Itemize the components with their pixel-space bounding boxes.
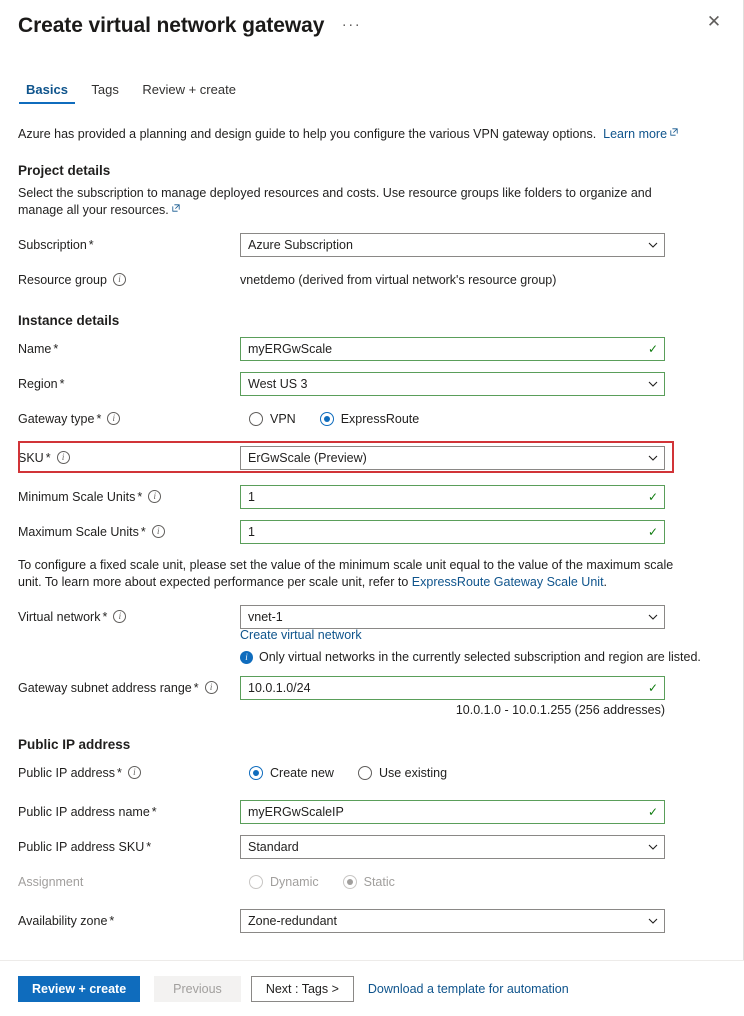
max-scale-units-value: 1: [248, 524, 255, 539]
radio-public-ip-create-new[interactable]: [249, 766, 334, 780]
required-asterisk: *: [88, 237, 94, 252]
radio-label: ExpressRoute: [340, 411, 420, 426]
public-ip-radio-group: [240, 766, 447, 780]
radio-label: Use existing: [378, 765, 448, 780]
resource-group-label-text: Resource group: [18, 272, 107, 287]
sku-label-text: SKU: [18, 450, 44, 465]
download-template-link[interactable]: Download a template for automation: [367, 981, 569, 996]
gateway-subnet-note: 10.0.1.0 - 10.0.1.255 (256 addresses): [455, 703, 665, 717]
intro-label: Azure has provided a planning and design guide to help you configure the various VPN gateway options.: [18, 127, 597, 141]
gateway-type-radio-group: [240, 412, 419, 426]
region-value: West US 3: [248, 376, 308, 391]
gateway-type-label: [18, 412, 240, 426]
blade-header: [0, 0, 744, 56]
max-scale-units-label: [18, 525, 240, 539]
public-ip-sku-label-text: Public IP address SKU: [18, 839, 145, 854]
tab-tags[interactable]: Tags: [91, 82, 119, 97]
info-icon-resource-group[interactable]: i: [113, 273, 126, 286]
public-ip-sku-label: [18, 840, 240, 854]
required-asterisk: *: [193, 680, 199, 695]
spacer: [18, 628, 240, 642]
availability-zone-label-text: Availability zone: [18, 913, 108, 928]
required-asterisk: *: [151, 804, 157, 819]
name-row: [18, 335, 726, 362]
valid-check-icon: ✓: [647, 489, 658, 504]
name-input[interactable]: [240, 337, 665, 361]
required-asterisk: *: [117, 765, 122, 780]
create-virtual-network-wrap: [240, 628, 362, 642]
vnet-info-line: [18, 650, 726, 664]
chevron-down-icon: [648, 842, 658, 852]
info-icon-filled: i: [240, 651, 253, 664]
required-asterisk: *: [45, 450, 51, 465]
assignment-radio-group: [240, 875, 395, 889]
assignment-label: [18, 875, 240, 889]
learn-more-link[interactable]: Learn more: [603, 127, 668, 141]
scale-unit-note: [18, 557, 678, 591]
subscription-label: [18, 238, 240, 252]
project-details-heading: Project details: [18, 163, 111, 178]
availability-zone-row: [18, 907, 726, 934]
scale-note-line1: To configure a fixed scale unit, please set the value of the minimum scale unit equal to the value of the maximum scale unit.: [18, 558, 674, 589]
close-icon[interactable]: ✕: [706, 12, 722, 31]
info-icon-max-scale-units[interactable]: i: [152, 525, 165, 538]
info-icon-gateway-subnet[interactable]: i: [205, 681, 218, 694]
sku-label: [18, 451, 240, 465]
blade-footer: [0, 960, 744, 1016]
scale-note-period: .: [603, 575, 608, 589]
assignment-row: [18, 868, 726, 895]
expressroute-gateway-scale-unit-link[interactable]: ExpressRoute Gateway Scale Unit: [411, 575, 604, 589]
max-scale-units-input[interactable]: [240, 520, 665, 544]
resource-group-label: [18, 273, 240, 287]
availability-zone-value: Zone-redundant: [248, 913, 337, 928]
info-icon-virtual-network[interactable]: i: [113, 610, 126, 623]
blade-tabs: [0, 82, 744, 112]
valid-check-icon: ✓: [647, 804, 658, 819]
availability-zone-select[interactable]: [240, 909, 665, 933]
previous-button: Previous: [154, 976, 241, 1002]
valid-check-icon: ✓: [647, 341, 658, 356]
max-scale-units-label-text: Maximum Scale Units: [18, 524, 139, 539]
radio-gateway-type-vpn[interactable]: [249, 412, 296, 426]
radio-label: Dynamic: [270, 874, 319, 889]
required-asterisk: *: [137, 489, 143, 504]
virtual-network-label: [18, 610, 240, 624]
public-ip-name-row: [18, 798, 726, 825]
required-asterisk: *: [146, 839, 152, 854]
virtual-network-label-text: Virtual network: [18, 609, 101, 624]
required-asterisk: *: [102, 609, 108, 624]
gateway-subnet-note-row: [18, 703, 726, 717]
intro-text: [18, 126, 726, 143]
info-icon-sku[interactable]: i: [57, 451, 70, 464]
public-ip-name-label-text: Public IP address name: [18, 804, 150, 819]
chevron-down-icon: [648, 379, 658, 389]
radio-dot-icon: [249, 412, 263, 426]
radio-assignment-dynamic: [249, 875, 319, 889]
chevron-down-icon: [648, 916, 658, 926]
info-icon-min-scale-units[interactable]: i: [148, 490, 161, 503]
resource-group-value: vnetdemo (derived from virtual network's resource group): [240, 272, 557, 287]
required-asterisk: *: [53, 341, 59, 356]
project-details-help: [18, 185, 673, 219]
gateway-subnet-label: [18, 681, 240, 695]
next-tags-button[interactable]: Next : Tags >: [251, 976, 354, 1002]
subscription-select[interactable]: [240, 233, 665, 257]
availability-zone-label: [18, 914, 240, 928]
radio-label: Create new: [270, 765, 334, 780]
subscription-row: [18, 231, 726, 258]
min-scale-units-label: [18, 490, 240, 504]
radio-label: Static: [363, 874, 395, 889]
gateway-type-row: [18, 405, 726, 432]
virtual-network-value: vnet-1: [248, 609, 283, 624]
page-title: Create virtual network gateway: [18, 14, 325, 37]
min-scale-units-input[interactable]: [240, 485, 665, 509]
more-options-icon[interactable]: ···: [341, 15, 362, 33]
external-link-icon-2: [172, 204, 180, 212]
radio-public-ip-use-existing[interactable]: [358, 766, 447, 780]
subscription-value: Azure Subscription: [248, 237, 353, 252]
radio-dot-icon: [358, 766, 372, 780]
project-details-help-text: Select the subscription to manage deployed resources and costs. Use resource groups like folders to organize and manage all your resources.: [18, 186, 652, 217]
gateway-subnet-row: [18, 674, 726, 701]
instance-details-heading: Instance details: [18, 313, 120, 328]
public-ip-name-input[interactable]: [240, 800, 665, 824]
vnet-info-text: Only virtual networks in the currently selected subscription and region are listed.: [259, 650, 701, 664]
valid-check-icon: ✓: [647, 680, 658, 695]
radio-dot-icon: [320, 412, 334, 426]
public-ip-address-row: [18, 759, 726, 786]
region-select[interactable]: [240, 372, 665, 396]
radio-label: VPN: [270, 411, 296, 426]
create-virtual-network-link[interactable]: Create virtual network: [240, 628, 362, 642]
public-ip-name-label: [18, 805, 240, 819]
gateway-type-label-text: Gateway type: [18, 411, 95, 426]
min-scale-units-label-text: Minimum Scale Units: [18, 489, 136, 504]
valid-check-icon: ✓: [647, 524, 658, 539]
name-label: [18, 342, 240, 356]
radio-gateway-type-expressroute[interactable]: [320, 412, 420, 426]
gateway-subnet-input[interactable]: [240, 676, 665, 700]
subscription-label-text: Subscription: [18, 237, 87, 252]
required-asterisk: *: [59, 376, 65, 391]
tab-review-create[interactable]: Review + create: [142, 82, 236, 97]
external-link-icon: [670, 128, 678, 136]
create-virtual-network-row: [18, 628, 726, 642]
name-label-text: Name: [18, 341, 52, 356]
max-scale-units-row: [18, 518, 726, 545]
required-asterisk: *: [109, 913, 115, 928]
gateway-subnet-value: 10.0.1.0/24: [248, 680, 311, 695]
scale-note-line2: To learn more about expected performance per scale unit, refer to: [44, 575, 409, 589]
spacer: [18, 703, 240, 717]
blade-body: [0, 126, 744, 934]
radio-dot-icon: [249, 875, 263, 889]
virtual-network-select[interactable]: [240, 605, 665, 629]
public-ip-sku-select[interactable]: [240, 835, 665, 859]
public-ip-heading: Public IP address: [18, 737, 131, 752]
chevron-down-icon: [648, 453, 658, 463]
virtual-network-row: [18, 603, 726, 630]
sku-select[interactable]: [240, 446, 665, 470]
assignment-label-text: Assignment: [18, 874, 84, 889]
chevron-down-icon: [648, 612, 658, 622]
public-ip-address-label: [18, 766, 240, 780]
info-icon-public-ip-address[interactable]: i: [128, 766, 141, 779]
required-asterisk: *: [96, 411, 102, 426]
resource-group-row: [18, 266, 726, 293]
required-asterisk: *: [140, 524, 146, 539]
sku-value: ErGwScale (Preview): [248, 450, 367, 465]
chevron-down-icon: [648, 240, 658, 250]
region-label-text: Region: [18, 376, 58, 391]
public-ip-address-label-text: Public IP address: [18, 765, 116, 780]
radio-dot-icon: [249, 766, 263, 780]
public-ip-name-value: myERGwScaleIP: [248, 804, 344, 819]
name-value: myERGwScale: [248, 341, 333, 356]
review-create-button[interactable]: Review + create: [18, 976, 140, 1002]
radio-dot-icon: [343, 875, 357, 889]
tab-basics[interactable]: Basics: [16, 82, 78, 104]
min-scale-units-value: 1: [248, 489, 255, 504]
region-row: [18, 370, 726, 397]
public-ip-sku-row: [18, 833, 726, 860]
radio-assignment-static: [343, 875, 395, 889]
info-icon-gateway-type[interactable]: i: [107, 412, 120, 425]
sku-row: [18, 444, 726, 471]
region-label: [18, 377, 240, 391]
public-ip-sku-value: Standard: [248, 839, 299, 854]
gateway-subnet-label-text: Gateway subnet address range: [18, 680, 192, 695]
min-scale-units-row: [18, 483, 726, 510]
